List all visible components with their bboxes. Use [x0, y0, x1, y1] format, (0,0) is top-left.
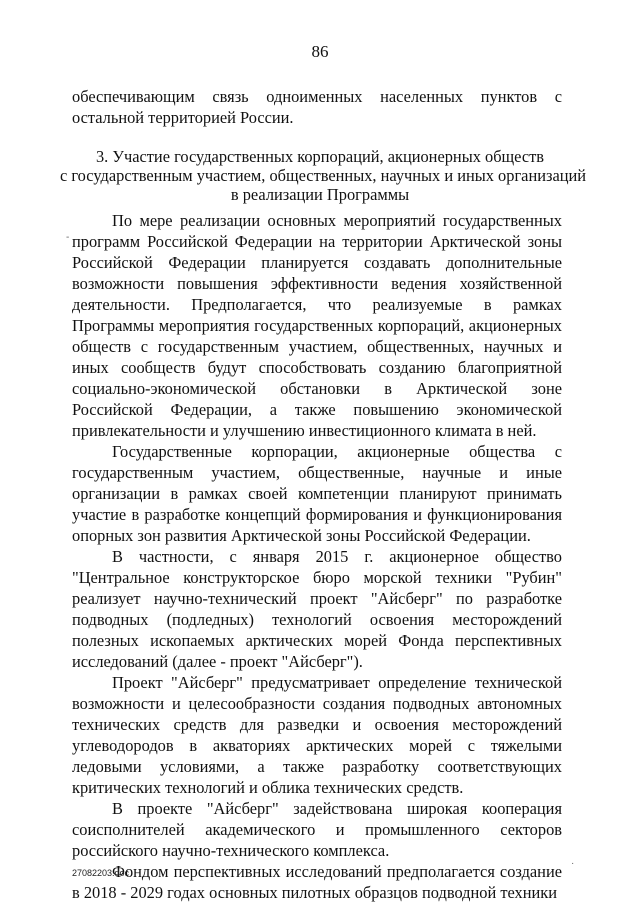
paragraph: В частности, с января 2015 г. акционерное общество "Центральное конструкторское бюро морской техники "Рубин" реализует научно-технический проект "Айсберг" по разработке подводных (подледных) технологий освоения месторождений полезных ископаемых арктических морей Фонда перспективных исследований (далее - проект "Айсберг").	[72, 547, 562, 671]
footer-filename: 27082203.doc	[72, 868, 130, 878]
paragraph: Фондом перспективных исследований предполагается создание в 2018 - 2029 годах основных пилотных образцов подводной техники	[72, 862, 562, 902]
paragraph: В проекте "Айсберг" задействована широкая кооперация соисполнителей академического и промышленного секторов российского научно-технического комплекса.	[72, 799, 562, 860]
paragraph: Проект "Айсберг" предусматривает определение технической возможности и целесообразности создания подводных автономных технических средств для разведки и освоения месторождений углеводородов в акваториях арктических морей с тяжелыми ледовыми условиями, а также разработку соответствующих критических технологий и облика технических средств.	[72, 673, 562, 797]
margin-dot-mark: ·	[571, 858, 575, 869]
section-heading	[60, 147, 587, 204]
page-number: 86	[311, 42, 329, 61]
margin-dash-mark: -	[66, 232, 70, 243]
heading-line: в реализации Программы	[230, 185, 410, 204]
paragraph: По мере реализации основных мероприятий государственных программ Российской Федерации на территории Арктической зоны Российской Федерации планируется создавать дополнительные возможности повышения эффективности ведения хозяйственной деятельности. Предполагается, что реализуемые в рамках Программы мероприятия государственных корпораций, акционерных обществ с государственным участием, общественных, научных и иных сообществ будут способствовать созданию благоприятной социально-экономической обстановки в Арктической зоне Российской Федерации, а также повышению экономической привлекательности и улучшению инвестиционного климата в ней.	[72, 211, 562, 440]
paragraph: Государственные корпорации, акционерные общества с государственным участием, общественные, научные и иные организации в рамках своей компетенции планируют принимать участие в разработке концепций формирования и функционирования опорных зон развития Арктической зоны Российской Федерации.	[72, 442, 562, 545]
body-text	[72, 210, 562, 903]
intro-paragraph: обеспечивающим связь одноименных населенных пунктов с остальной территорией России.	[72, 87, 562, 127]
heading-line: с государственным участием, общественных, научных и иных организаций	[60, 166, 587, 185]
heading-line: 3. Участие государственных корпораций, акционерных обществ	[95, 147, 545, 166]
